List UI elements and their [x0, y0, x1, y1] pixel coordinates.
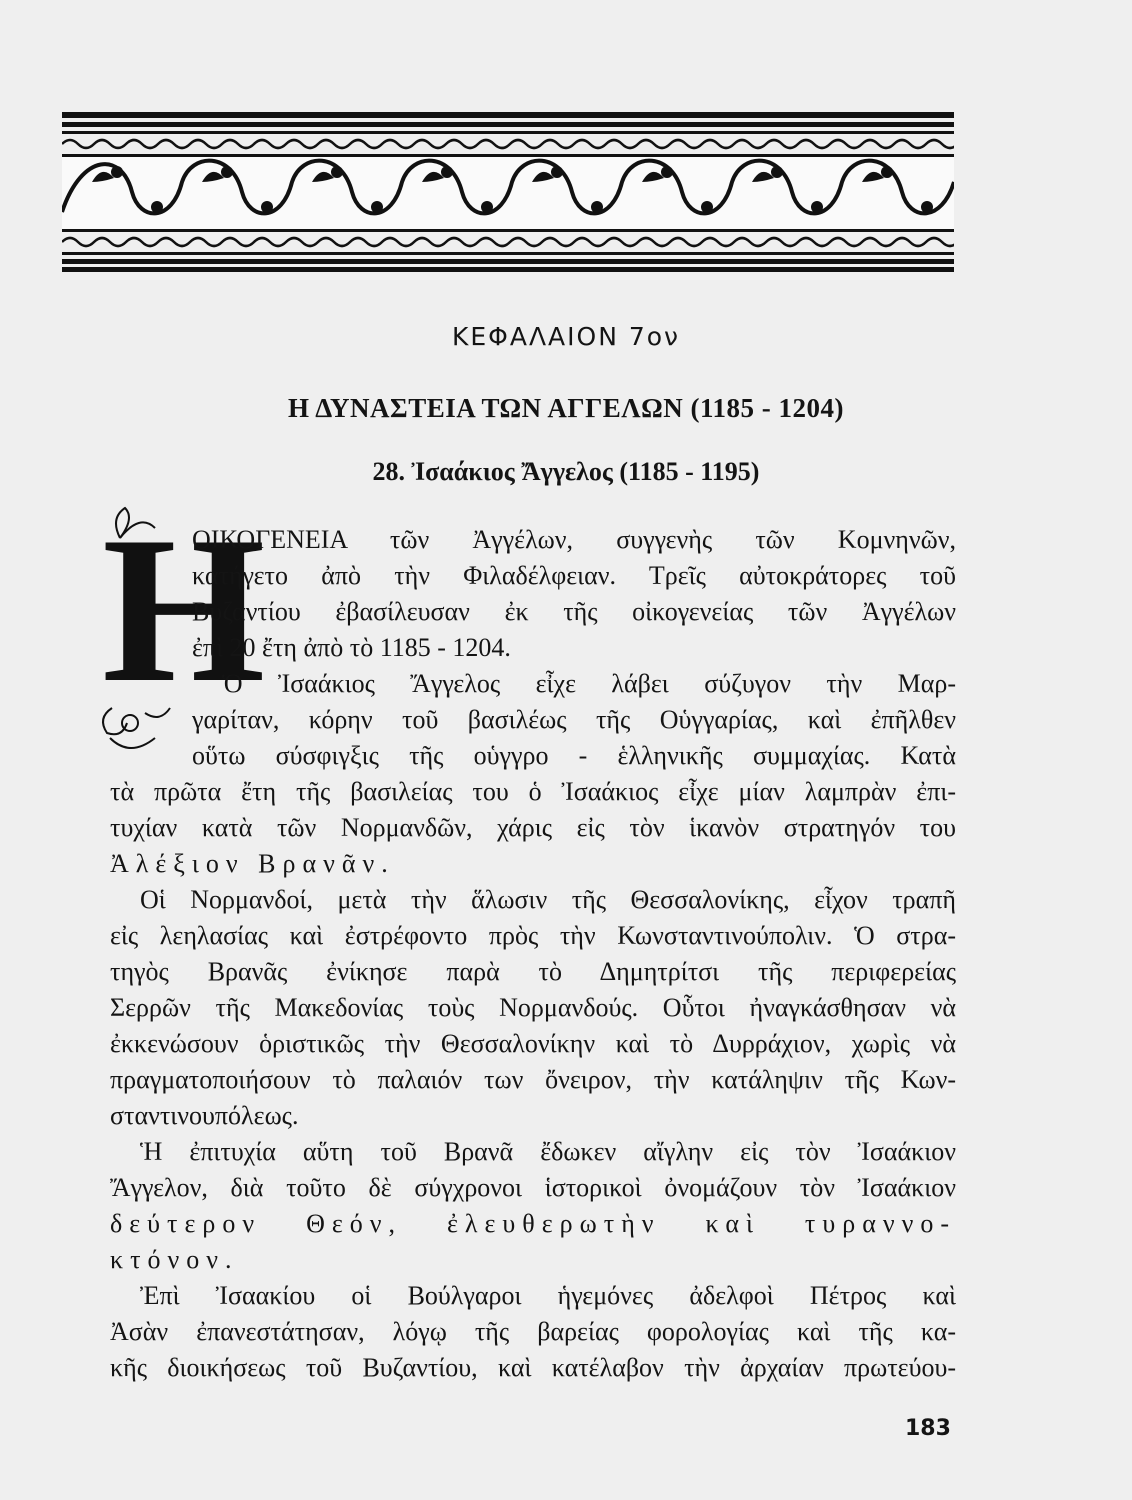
paragraph-4-line-3: δεύτερον Θεόν, ἐλευθερωτὴν καὶ τυραννο-	[110, 1209, 956, 1238]
paragraph-3-line-1: Οἱ Νορμανδοί, μετὰ τὴν ἅλωσιν τῆς Θεσσαλονίκης, εἶχον τραπῆ	[140, 885, 956, 914]
paragraph-2-line-6: Ἀλέξιον Βρανᾶν.	[110, 849, 395, 878]
paragraph-3-line-4: Σερρῶν τῆς Μακεδονίας τοὺς Νορμανδούς. Οὗτοι ἠναγκάσθησαν νὰ	[110, 993, 956, 1022]
paragraph-1-line-4: ἐπὶ 20 ἔτη ἀπὸ τὸ 1185 - 1204.	[192, 633, 511, 662]
paragraph-5-line-3: κῆς διοικήσεως τοῦ Βυζαντίου, καὶ κατέλαβον τὴν ἀρχαίαν πρωτεύου-	[110, 1353, 956, 1382]
chapter-label: ΚΕΦΑΛΑΙΟΝ 7ον	[451, 322, 681, 351]
paragraph-5-line-2: Ἀσὰν ἐπανεστάτησαν, λόγῳ τῆς βαρείας φορολογίας καὶ τῆς κα-	[110, 1317, 956, 1346]
paragraph-4-line-2: Ἄγγελον, διὰ τοῦτο δὲ σύγχρονοι ἱστορικοὶ ὀνομάζουν τὸν Ἰσαάκιον	[110, 1173, 956, 1202]
paragraph-5-line-1: Ἐπὶ Ἰσαακίου οἱ Βούλγαροι ἡγεμόνες ἀδελφοὶ Πέτρος καὶ	[140, 1281, 956, 1310]
paragraph-3-line-5: ἐκκενώσουν ὁριστικῶς τὴν Θεσσαλονίκην καὶ τὸ Δυρράχιον, χωρὶς νὰ	[110, 1029, 956, 1058]
paragraph-3-line-2: εἰς λεηλασίας καὶ ἐστρέφοντο πρὸς τὴν Κωνσταντινούπολιν. Ὁ στρα-	[110, 921, 956, 950]
paragraph-1-line-2: κατήγετο ἀπὸ τὴν Φιλαδέλφειαν. Τρεῖς αὐτοκράτορες τοῦ	[192, 561, 956, 590]
paragraph-3-line-3: τηγὸς Βρανᾶς ἐνίκησε παρὰ τὸ Δημητρίτσι τῆς περιφερείας	[110, 957, 956, 986]
paragraph-1-line-3: Βυζαντίου ἐβασίλευσαν ἐκ τῆς οἰκογενείας τῶν Ἀγγέλων	[192, 597, 956, 626]
paragraph-3-line-7: σταντινουπόλεως.	[110, 1101, 299, 1130]
paragraph-2-line-1: Ὁ Ἰσαάκιος Ἄγγελος εἶχε λάβει σύζυγον τὴν Μαρ-	[222, 669, 956, 698]
paragraph-2-line-4: τὰ πρῶτα ἔτη τῆς βασιλείας του ὁ Ἰσαάκιος εἶχε μίαν λαμπρὰν ἐπι-	[110, 777, 956, 806]
paragraph-2-line-3: οὕτω σύσφιγξις τῆς οὑγγρο - ἑλληνικῆς συμμαχίας. Κατὰ	[192, 741, 956, 770]
drop-cap-letter: Η	[102, 494, 266, 726]
page-number: 183	[905, 1416, 951, 1441]
paragraph-2-line-2: γαρίταν, κόρην τοῦ βασιλέως τῆς Οὑγγαρίας, καὶ ἐπῆλθεν	[192, 705, 956, 734]
paragraph-1-line-1: ΟΙΚΟΓΕΝΕΙΑ τῶν Ἀγγέλων, συγγενὴς τῶν Κομνηνῶν,	[192, 525, 956, 554]
ornamental-header-band	[62, 112, 954, 272]
paragraph-3-line-6: πραγματοποιήσουν τὸ παλαιόν των ὄνειρον, τὴν κατάληψιν τῆς Κων-	[110, 1065, 956, 1094]
paragraph-4-line-1: Ἡ ἐπιτυχία αὕτη τοῦ Βρανᾶ ἔδωκεν αἴγλην εἰς τὸν Ἰσαάκιον	[140, 1137, 956, 1166]
paragraph-2-line-5: τυχίαν κατὰ τῶν Νορμανδῶν, χάρις εἰς τὸν ἱκανὸν στρατηγόν του	[110, 813, 956, 842]
section-heading: 28. Ἰσαάκιος Ἄγγελος (1185 - 1195)	[372, 457, 760, 486]
page-title: Η ΔΥΝΑΣΤΕΙΑ ΤΩΝ ΑΓΓΕΛΩΝ (1185 - 1204)	[288, 393, 844, 423]
paragraph-4-line-4: κτόνον.	[110, 1245, 239, 1274]
